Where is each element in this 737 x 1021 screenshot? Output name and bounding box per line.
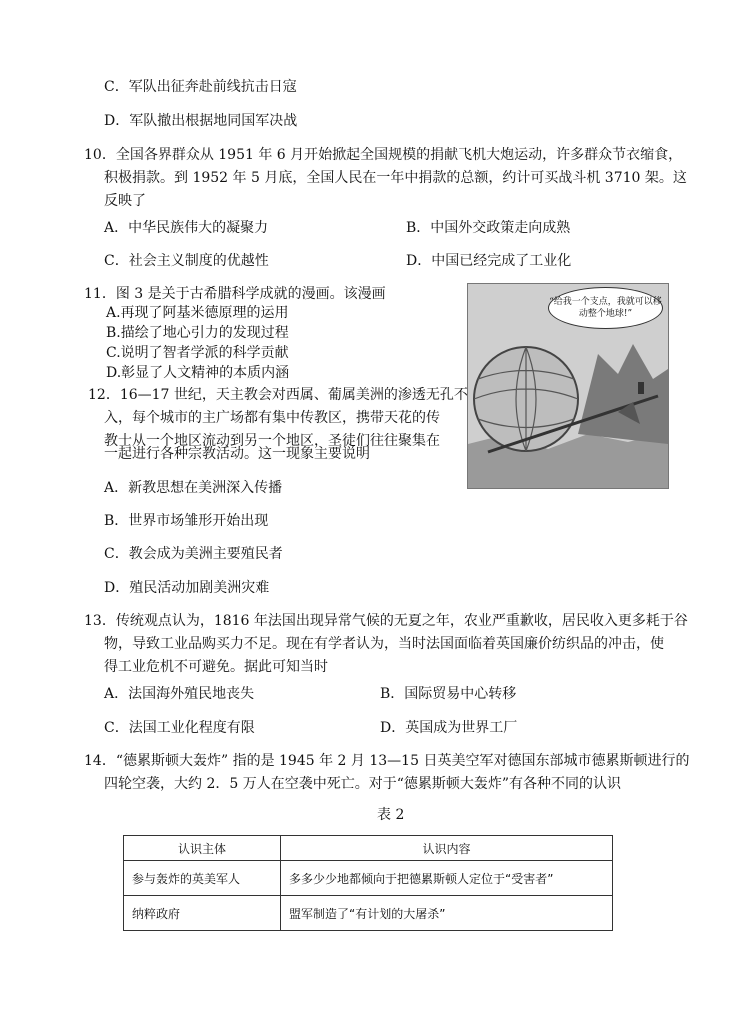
- q14-stem-line2: 四轮空袭，大约 2．5 万人在空袭中死亡。对于“德累斯顿大轰炸”有各种不同的认识: [104, 776, 622, 792]
- q13-option-c: C．法国工业化程度有限: [104, 720, 255, 736]
- q10-stem-line2: 积极捐款。到 1952 年 5 月底，全国人民在一年中捐款的总额，约计可买战斗机 3710 架。这: [104, 170, 687, 186]
- q13-option-a: A．法国海外殖民地丧失: [104, 686, 255, 702]
- table-title: 表 2: [377, 807, 405, 823]
- q13-stem-line2: 物，导致工业品购买力不足。现在有学者认为，当时法国面临着英国廉价纺织品的冲击，使: [104, 636, 664, 652]
- q13-option-d: D．英国成为世界工厂: [380, 720, 518, 736]
- table-header-subject: 认识主体: [124, 836, 281, 861]
- q12-option-c: C．教会成为美洲主要殖民者: [104, 546, 283, 562]
- q12-stem-line1: 12．16—17 世纪，天主教会对西属、葡属美洲的渗透无孔不: [88, 387, 468, 403]
- q12-stem-line3: 教士从一个地区流动到另一个地区，圣徒们往往聚集在: [104, 433, 440, 449]
- table-cell-subject: 参与轰炸的英美军人: [124, 861, 281, 896]
- speech-bubble: “给我一个支点，我就可以移动整个地球!”: [548, 287, 663, 329]
- q10-stem-line3: 反映了: [104, 193, 146, 209]
- q11-option-d: D.彰显了人文精神的本质内涵: [106, 365, 290, 381]
- table-row: [124, 896, 613, 931]
- table-cell-content: 多多少少地都倾向于把德累斯顿人定位于“受害者”: [281, 861, 613, 896]
- q9-option-c: C．军队出征奔赴前线抗击日寇: [104, 79, 297, 95]
- q11-option-a: A.再现了阿基米德原理的运用: [106, 305, 289, 321]
- q11-option-b: B.描绘了地心引力的发现过程: [106, 325, 289, 341]
- q10-option-b: B．中国外交政策走向成熟: [406, 220, 571, 236]
- table-row: [124, 861, 613, 896]
- q12-option-a: A．新教思想在美洲深入传播: [104, 480, 283, 496]
- q10-stem-line1: 10．全国各界群众从 1951 年 6 月开始掀起全国规模的捐献飞机大炮运动，许多群众节衣缩食，: [84, 147, 683, 163]
- q9-option-d: D．军队撤出根据地同国军决战: [104, 113, 298, 129]
- q10-option-a: A．中华民族伟大的凝聚力: [104, 220, 269, 236]
- q10-option-c: C．社会主义制度的优越性: [104, 253, 269, 269]
- q13-stem-line1: 13．传统观点认为，1816 年法国出现异常气候的无夏之年，农业严重歉收，居民收入更多耗于谷: [84, 613, 688, 629]
- table-cell-content: 盟军制造了“有计划的大屠杀”: [281, 896, 613, 931]
- q13-option-b: B．国际贸易中心转移: [380, 686, 517, 702]
- table-header-row: [124, 836, 613, 861]
- q12-stem-line2: 入，每个城市的主广场都有集中传教区，携带天花的传: [104, 410, 440, 426]
- q13-stem-line3: 得工业危机不可避免。据此可知当时: [104, 659, 328, 675]
- q12-stem-line4: 一起进行各种宗教活动。这一现象主要说明: [104, 446, 370, 462]
- recognition-table: [123, 835, 613, 931]
- q11-option-c: C.说明了智者学派的科学贡献: [106, 345, 289, 361]
- table-cell-subject: 纳粹政府: [124, 896, 281, 931]
- q10-option-d: D．中国已经完成了工业化: [406, 253, 572, 269]
- q12-option-d: D．殖民活动加剧美洲灾难: [104, 580, 270, 596]
- q12-option-b: B．世界市场雏形开始出现: [104, 513, 269, 529]
- q11-stem: 11．图 3 是关于古希腊科学成就的漫画。该漫画: [84, 286, 386, 302]
- q14-stem-line1: 14．“德累斯顿大轰炸” 指的是 1945 年 2 月 13—15 日英美空军对德国东部城市德累斯顿进行的: [84, 753, 690, 769]
- table-header-content: 认识内容: [281, 836, 613, 861]
- archimedes-cartoon: [467, 283, 669, 489]
